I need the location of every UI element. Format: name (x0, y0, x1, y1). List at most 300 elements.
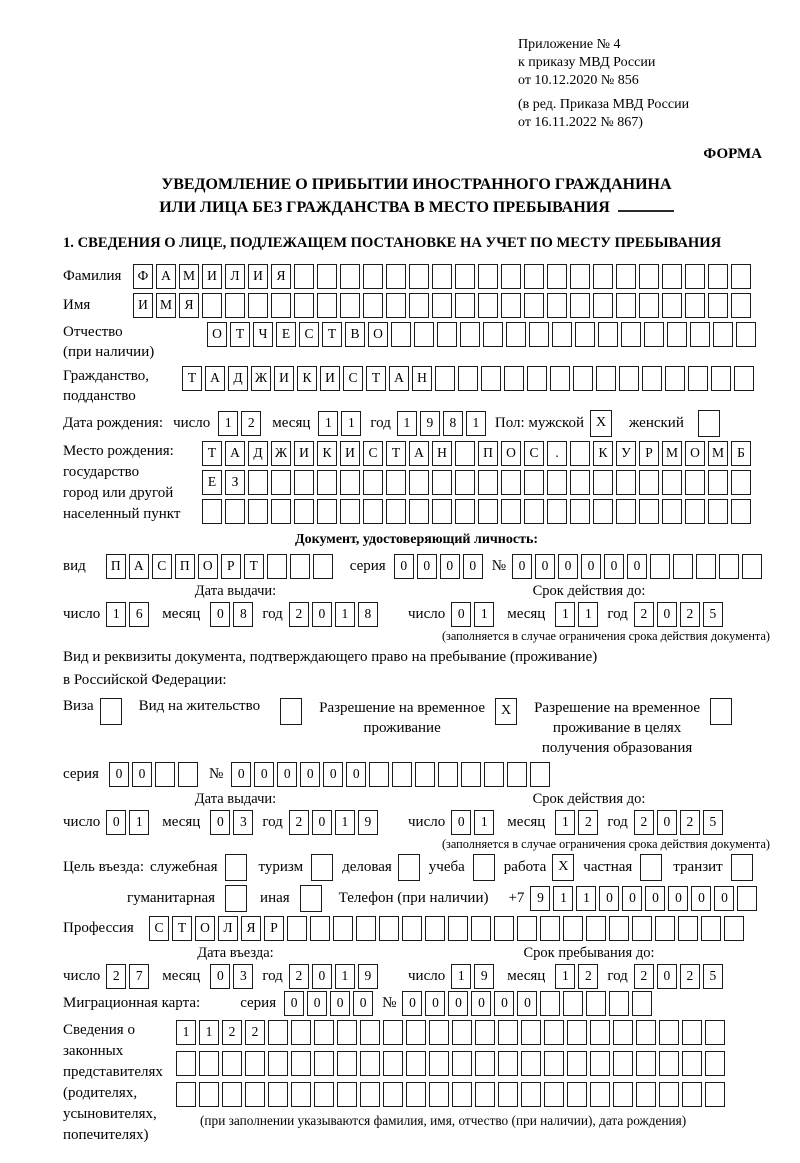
char-cell[interactable]: 2 (289, 964, 309, 989)
char-cell[interactable]: 9 (358, 810, 378, 835)
char-cell[interactable] (521, 1082, 541, 1107)
char-cell[interactable]: 0 (300, 762, 320, 787)
char-cell[interactable] (409, 293, 429, 318)
char-cell[interactable]: Ж (271, 441, 291, 466)
char-cell[interactable]: Л (225, 264, 245, 289)
char-cell[interactable] (392, 762, 412, 787)
char-cell[interactable] (639, 264, 659, 289)
char-cell[interactable] (708, 293, 728, 318)
char-cell[interactable] (199, 1082, 219, 1107)
char-cell[interactable]: К (593, 441, 613, 466)
char-cell[interactable] (483, 322, 503, 347)
char-cell[interactable] (598, 322, 618, 347)
char-cell[interactable]: 0 (627, 554, 647, 579)
char-cell[interactable] (544, 1051, 564, 1076)
char-cell[interactable]: 0 (645, 886, 665, 911)
char-cell[interactable] (391, 322, 411, 347)
char-cell[interactable] (708, 264, 728, 289)
char-cell[interactable] (685, 470, 705, 495)
char-cell[interactable] (498, 1082, 518, 1107)
char-cell[interactable] (271, 293, 291, 318)
char-cell[interactable] (540, 916, 560, 941)
char-cell[interactable] (613, 1082, 633, 1107)
char-cell[interactable] (501, 293, 521, 318)
char-cell[interactable] (340, 499, 360, 524)
char-cell[interactable] (708, 470, 728, 495)
char-cell[interactable] (570, 293, 590, 318)
char-cell[interactable] (268, 1051, 288, 1076)
char-cell[interactable] (616, 499, 636, 524)
char-cell[interactable] (438, 762, 458, 787)
char-cell[interactable] (705, 1020, 725, 1045)
char-cell[interactable]: 7 (129, 964, 149, 989)
char-cell[interactable] (225, 885, 247, 912)
char-cell[interactable]: В (345, 322, 365, 347)
char-cell[interactable]: Е (276, 322, 296, 347)
char-cell[interactable] (300, 885, 322, 912)
char-cell[interactable] (547, 293, 567, 318)
char-cell[interactable] (685, 264, 705, 289)
char-cell[interactable]: 1 (335, 810, 355, 835)
char-cell[interactable] (471, 916, 491, 941)
char-cell[interactable] (737, 886, 757, 911)
char-cell[interactable]: 1 (106, 602, 126, 627)
char-cell[interactable] (667, 322, 687, 347)
char-cell[interactable] (613, 1051, 633, 1076)
char-cell[interactable] (498, 1020, 518, 1045)
char-cell[interactable] (202, 293, 222, 318)
char-cell[interactable]: О (368, 322, 388, 347)
char-cell[interactable] (593, 470, 613, 495)
char-cell[interactable] (176, 1082, 196, 1107)
char-cell[interactable]: А (129, 554, 149, 579)
char-cell[interactable] (314, 1051, 334, 1076)
char-cell[interactable]: П (106, 554, 126, 579)
char-cell[interactable] (340, 293, 360, 318)
char-cell[interactable] (639, 470, 659, 495)
char-cell[interactable]: 0 (312, 810, 332, 835)
char-cell[interactable]: 2 (289, 810, 309, 835)
char-cell[interactable] (552, 322, 572, 347)
char-cell[interactable] (425, 916, 445, 941)
char-cell[interactable]: 1 (555, 810, 575, 835)
char-cell[interactable]: 0 (312, 602, 332, 627)
char-cell[interactable] (268, 1020, 288, 1045)
char-cell[interactable] (473, 854, 495, 881)
char-cell[interactable]: Ф (133, 264, 153, 289)
char-cell[interactable] (736, 322, 756, 347)
char-cell[interactable] (369, 762, 389, 787)
char-cell[interactable] (742, 554, 762, 579)
char-cell[interactable] (701, 916, 721, 941)
char-cell[interactable] (563, 916, 583, 941)
char-cell[interactable] (435, 366, 455, 391)
char-cell[interactable] (517, 916, 537, 941)
char-cell[interactable]: Я (179, 293, 199, 318)
char-cell[interactable]: 2 (578, 810, 598, 835)
char-cell[interactable]: 2 (222, 1020, 242, 1045)
char-cell[interactable] (731, 499, 751, 524)
char-cell[interactable]: 1 (335, 964, 355, 989)
char-cell[interactable] (501, 499, 521, 524)
char-cell[interactable] (432, 499, 452, 524)
char-cell[interactable] (570, 441, 590, 466)
char-cell[interactable]: 1 (335, 602, 355, 627)
char-cell[interactable]: Я (241, 916, 261, 941)
char-cell[interactable] (544, 1020, 564, 1045)
char-cell[interactable] (639, 499, 659, 524)
char-cell[interactable] (632, 916, 652, 941)
char-cell[interactable] (636, 1051, 656, 1076)
char-cell[interactable] (294, 470, 314, 495)
char-cell[interactable]: С (363, 441, 383, 466)
char-cell[interactable] (383, 1051, 403, 1076)
char-cell[interactable]: . (547, 441, 567, 466)
char-cell[interactable] (460, 322, 480, 347)
char-cell[interactable]: 8 (233, 602, 253, 627)
char-cell[interactable]: 1 (474, 602, 494, 627)
char-cell[interactable]: 0 (535, 554, 555, 579)
char-cell[interactable] (248, 470, 268, 495)
char-cell[interactable] (386, 264, 406, 289)
char-cell[interactable] (379, 916, 399, 941)
char-cell[interactable]: И (274, 366, 294, 391)
char-cell[interactable] (245, 1082, 265, 1107)
char-cell[interactable] (478, 499, 498, 524)
char-cell[interactable]: 2 (634, 602, 654, 627)
char-cell[interactable] (271, 470, 291, 495)
char-cell[interactable] (586, 916, 606, 941)
char-cell[interactable]: П (478, 441, 498, 466)
char-cell[interactable] (504, 366, 524, 391)
char-cell[interactable]: 8 (358, 602, 378, 627)
char-cell[interactable]: 1 (555, 964, 575, 989)
char-cell[interactable] (734, 366, 754, 391)
char-cell[interactable]: 0 (451, 602, 471, 627)
char-cell[interactable]: С (343, 366, 363, 391)
char-cell[interactable] (314, 1082, 334, 1107)
char-cell[interactable] (550, 366, 570, 391)
char-cell[interactable] (481, 366, 501, 391)
char-cell[interactable] (484, 762, 504, 787)
char-cell[interactable]: 0 (106, 810, 126, 835)
char-cell[interactable]: 0 (440, 554, 460, 579)
char-cell[interactable]: 2 (634, 810, 654, 835)
char-cell[interactable] (613, 1020, 633, 1045)
char-cell[interactable] (356, 916, 376, 941)
char-cell[interactable] (225, 854, 247, 881)
char-cell[interactable] (432, 264, 452, 289)
char-cell[interactable] (409, 470, 429, 495)
char-cell[interactable] (650, 554, 670, 579)
char-cell[interactable]: 0 (109, 762, 129, 787)
char-cell[interactable]: 2 (245, 1020, 265, 1045)
char-cell[interactable] (690, 322, 710, 347)
char-cell[interactable]: 0 (330, 991, 350, 1016)
char-cell[interactable] (360, 1051, 380, 1076)
char-cell[interactable]: 9 (358, 964, 378, 989)
title-blank-underline[interactable] (618, 196, 674, 212)
char-cell[interactable]: Р (639, 441, 659, 466)
char-cell[interactable]: 0 (622, 886, 642, 911)
char-cell[interactable] (176, 1051, 196, 1076)
char-cell[interactable]: М (156, 293, 176, 318)
char-cell[interactable]: 1 (397, 411, 417, 436)
char-cell[interactable] (398, 854, 420, 881)
char-cell[interactable]: 1 (218, 411, 238, 436)
char-cell[interactable]: 2 (680, 810, 700, 835)
char-cell[interactable]: 1 (578, 602, 598, 627)
char-cell[interactable] (475, 1020, 495, 1045)
char-cell[interactable]: 0 (307, 991, 327, 1016)
char-cell[interactable]: Т (182, 366, 202, 391)
char-cell[interactable] (222, 1051, 242, 1076)
char-cell[interactable]: Р (264, 916, 284, 941)
char-cell[interactable] (567, 1082, 587, 1107)
char-cell[interactable]: 0 (657, 602, 677, 627)
char-cell[interactable]: 3 (233, 964, 253, 989)
char-cell[interactable] (662, 470, 682, 495)
char-cell[interactable]: 0 (494, 991, 514, 1016)
char-cell[interactable]: 1 (176, 1020, 196, 1045)
char-cell[interactable] (524, 470, 544, 495)
char-cell[interactable] (719, 554, 739, 579)
char-cell[interactable] (696, 554, 716, 579)
char-cell[interactable]: 0 (312, 964, 332, 989)
char-cell[interactable] (644, 322, 664, 347)
char-cell[interactable] (573, 366, 593, 391)
char-cell[interactable] (547, 264, 567, 289)
char-cell[interactable] (294, 264, 314, 289)
char-cell[interactable] (452, 1051, 472, 1076)
char-cell[interactable] (311, 854, 333, 881)
char-cell[interactable] (682, 1082, 702, 1107)
char-cell[interactable] (698, 410, 720, 437)
char-cell[interactable] (590, 1020, 610, 1045)
char-cell[interactable]: П (175, 554, 195, 579)
char-cell[interactable] (222, 1082, 242, 1107)
char-cell[interactable] (202, 499, 222, 524)
char-cell[interactable] (310, 916, 330, 941)
char-cell[interactable]: С (149, 916, 169, 941)
char-cell[interactable]: X (590, 410, 612, 437)
char-cell[interactable] (461, 762, 481, 787)
char-cell[interactable]: Ж (251, 366, 271, 391)
char-cell[interactable]: 5 (703, 602, 723, 627)
char-cell[interactable]: И (320, 366, 340, 391)
char-cell[interactable] (455, 293, 475, 318)
char-cell[interactable] (636, 1082, 656, 1107)
char-cell[interactable]: 2 (680, 602, 700, 627)
char-cell[interactable] (659, 1082, 679, 1107)
char-cell[interactable] (337, 1051, 357, 1076)
char-cell[interactable]: 3 (233, 810, 253, 835)
char-cell[interactable] (619, 366, 639, 391)
char-cell[interactable] (501, 264, 521, 289)
char-cell[interactable] (340, 264, 360, 289)
char-cell[interactable]: М (179, 264, 199, 289)
char-cell[interactable] (455, 441, 475, 466)
char-cell[interactable] (731, 854, 753, 881)
char-cell[interactable] (333, 916, 353, 941)
char-cell[interactable] (616, 293, 636, 318)
char-cell[interactable]: 0 (604, 554, 624, 579)
char-cell[interactable] (291, 1020, 311, 1045)
char-cell[interactable]: Р (221, 554, 241, 579)
char-cell[interactable] (590, 1082, 610, 1107)
char-cell[interactable] (383, 1020, 403, 1045)
char-cell[interactable] (478, 470, 498, 495)
char-cell[interactable] (406, 1082, 426, 1107)
char-cell[interactable] (731, 470, 751, 495)
char-cell[interactable] (178, 762, 198, 787)
char-cell[interactable]: И (340, 441, 360, 466)
char-cell[interactable] (437, 322, 457, 347)
char-cell[interactable]: 9 (420, 411, 440, 436)
char-cell[interactable]: 0 (425, 991, 445, 1016)
char-cell[interactable] (547, 499, 567, 524)
char-cell[interactable]: А (205, 366, 225, 391)
char-cell[interactable] (662, 499, 682, 524)
char-cell[interactable]: 1 (451, 964, 471, 989)
char-cell[interactable] (685, 499, 705, 524)
char-cell[interactable] (567, 1051, 587, 1076)
char-cell[interactable]: 0 (231, 762, 251, 787)
char-cell[interactable] (590, 1051, 610, 1076)
char-cell[interactable] (685, 293, 705, 318)
char-cell[interactable] (665, 366, 685, 391)
char-cell[interactable]: X (495, 698, 517, 725)
char-cell[interactable]: 1 (553, 886, 573, 911)
char-cell[interactable] (475, 1082, 495, 1107)
char-cell[interactable]: А (156, 264, 176, 289)
char-cell[interactable]: 2 (289, 602, 309, 627)
char-cell[interactable] (478, 293, 498, 318)
char-cell[interactable] (317, 470, 337, 495)
char-cell[interactable] (530, 762, 550, 787)
char-cell[interactable]: 2 (578, 964, 598, 989)
char-cell[interactable] (337, 1082, 357, 1107)
char-cell[interactable]: Т (230, 322, 250, 347)
char-cell[interactable]: 0 (353, 991, 373, 1016)
char-cell[interactable] (710, 698, 732, 725)
char-cell[interactable] (317, 499, 337, 524)
char-cell[interactable] (291, 1082, 311, 1107)
char-cell[interactable]: 2 (241, 411, 261, 436)
char-cell[interactable]: 0 (581, 554, 601, 579)
char-cell[interactable]: К (297, 366, 317, 391)
char-cell[interactable]: Ч (253, 322, 273, 347)
char-cell[interactable] (575, 322, 595, 347)
char-cell[interactable] (521, 1020, 541, 1045)
char-cell[interactable] (409, 264, 429, 289)
char-cell[interactable] (290, 554, 310, 579)
char-cell[interactable]: И (294, 441, 314, 466)
char-cell[interactable] (448, 916, 468, 941)
char-cell[interactable] (673, 554, 693, 579)
char-cell[interactable]: 0 (668, 886, 688, 911)
char-cell[interactable] (540, 991, 560, 1016)
char-cell[interactable] (524, 264, 544, 289)
char-cell[interactable] (415, 762, 435, 787)
char-cell[interactable]: 0 (657, 964, 677, 989)
char-cell[interactable] (609, 991, 629, 1016)
char-cell[interactable] (360, 1082, 380, 1107)
char-cell[interactable] (360, 1020, 380, 1045)
char-cell[interactable]: 0 (210, 602, 230, 627)
char-cell[interactable] (294, 293, 314, 318)
char-cell[interactable] (507, 762, 527, 787)
char-cell[interactable] (659, 1020, 679, 1045)
char-cell[interactable]: 0 (132, 762, 152, 787)
char-cell[interactable]: И (133, 293, 153, 318)
char-cell[interactable]: 0 (599, 886, 619, 911)
char-cell[interactable]: Т (244, 554, 264, 579)
char-cell[interactable] (406, 1051, 426, 1076)
char-cell[interactable] (713, 322, 733, 347)
char-cell[interactable]: Т (202, 441, 222, 466)
char-cell[interactable]: 0 (402, 991, 422, 1016)
char-cell[interactable] (529, 322, 549, 347)
char-cell[interactable]: Н (412, 366, 432, 391)
char-cell[interactable]: О (501, 441, 521, 466)
char-cell[interactable]: О (685, 441, 705, 466)
char-cell[interactable]: Д (228, 366, 248, 391)
char-cell[interactable] (363, 264, 383, 289)
char-cell[interactable] (655, 916, 675, 941)
char-cell[interactable]: А (409, 441, 429, 466)
char-cell[interactable] (640, 854, 662, 881)
char-cell[interactable] (636, 1020, 656, 1045)
char-cell[interactable] (455, 470, 475, 495)
char-cell[interactable]: И (202, 264, 222, 289)
char-cell[interactable] (527, 366, 547, 391)
char-cell[interactable]: 9 (474, 964, 494, 989)
char-cell[interactable] (521, 1051, 541, 1076)
char-cell[interactable] (294, 499, 314, 524)
char-cell[interactable] (199, 1051, 219, 1076)
char-cell[interactable] (475, 1051, 495, 1076)
char-cell[interactable] (432, 470, 452, 495)
char-cell[interactable] (593, 293, 613, 318)
char-cell[interactable]: У (616, 441, 636, 466)
char-cell[interactable]: К (317, 441, 337, 466)
char-cell[interactable] (337, 1020, 357, 1045)
char-cell[interactable]: 1 (341, 411, 361, 436)
char-cell[interactable]: 0 (714, 886, 734, 911)
char-cell[interactable] (409, 499, 429, 524)
char-cell[interactable] (688, 366, 708, 391)
char-cell[interactable]: 0 (346, 762, 366, 787)
char-cell[interactable] (225, 293, 245, 318)
char-cell[interactable] (524, 499, 544, 524)
char-cell[interactable] (363, 470, 383, 495)
char-cell[interactable] (662, 264, 682, 289)
char-cell[interactable] (494, 916, 514, 941)
char-cell[interactable]: 0 (691, 886, 711, 911)
char-cell[interactable] (547, 470, 567, 495)
char-cell[interactable] (100, 698, 122, 725)
char-cell[interactable] (225, 499, 245, 524)
char-cell[interactable] (268, 1082, 288, 1107)
char-cell[interactable] (621, 322, 641, 347)
char-cell[interactable] (429, 1082, 449, 1107)
char-cell[interactable] (586, 991, 606, 1016)
char-cell[interactable]: А (389, 366, 409, 391)
char-cell[interactable] (616, 264, 636, 289)
char-cell[interactable]: 0 (210, 810, 230, 835)
char-cell[interactable]: И (248, 264, 268, 289)
